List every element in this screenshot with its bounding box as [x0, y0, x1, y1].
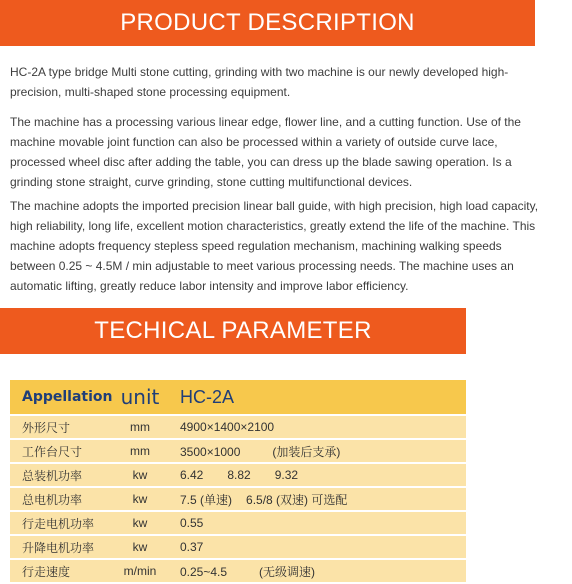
row-value-note: (加装后支承) — [272, 444, 341, 459]
row-value — [166, 440, 466, 462]
row-value-1: 7.5 (单速) — [180, 492, 233, 507]
table-row — [10, 536, 466, 558]
description-paragraph-3: The machine adopts the imported precision linear ball guide, with high precision, high load capacity, high reliability, long life, excellent motion characteristics, greatly extend the life of the machine. This machine adopts frequency stepless speed regulation mechanism, machining walking speeds between 0.25 ~ 4.5M / min adjustable to meet various processing needs. The machine uses an automatic lifting, greatly reduce labor intensity and improve labor efficiency. — [10, 199, 539, 293]
row-name: 工作台尺寸 — [10, 440, 114, 462]
parameter-table — [10, 378, 466, 584]
description-paragraph-1: HC-2A type bridge Multi stone cutting, grinding with two machine is our newly developed high-precision, multi-shaped stone processing equipment. — [10, 65, 509, 99]
table-row — [10, 488, 466, 510]
row-value-note: (无级调速) — [259, 564, 316, 579]
row-unit: mm — [114, 416, 166, 438]
row-value-2: 8.82 — [227, 468, 251, 482]
row-value — [166, 560, 466, 582]
row-value-main: 3500×1000 — [180, 444, 241, 459]
row-name: 总电机功率 — [10, 488, 114, 510]
table-row — [10, 440, 466, 462]
row-unit: mm — [114, 440, 166, 462]
row-unit: kw — [114, 512, 166, 534]
technical-parameter-title: TECHICAL PARAMETER — [94, 317, 372, 344]
row-value-1: 6.42 — [180, 468, 204, 482]
row-value-3: 9.32 — [274, 468, 299, 482]
row-name: 总装机功率 — [10, 464, 114, 486]
row-unit: m/min — [114, 560, 166, 582]
product-description-banner — [0, 0, 535, 46]
product-description-title: PRODUCT DESCRIPTION — [120, 9, 415, 36]
row-unit: kw — [114, 464, 166, 486]
technical-parameter-banner — [0, 308, 466, 354]
row-unit: kw — [114, 536, 166, 558]
header-appellation: Appellation — [10, 380, 114, 414]
description-paragraph-2: The machine has a processing various linear edge, flower line, and a cutting function. Use of the machine movable joint function can also be processed within a variety of outside curve lace, processed wheel disc after adding the table, you can dress up the blade sawing operation. Is a grinding stone straight, curve grinding, stone cutting multifunctional devices. — [10, 115, 521, 189]
row-name: 行走速度 — [10, 560, 114, 582]
row-value — [166, 464, 466, 486]
row-name: 升降电机功率 — [10, 536, 114, 558]
table-row — [10, 416, 466, 438]
row-unit: kw — [114, 488, 166, 510]
row-value: 0.55 — [166, 512, 466, 534]
table-row — [10, 560, 466, 582]
row-name: 行走电机功率 — [10, 512, 114, 534]
row-value: 0.37 — [166, 536, 466, 558]
table-header-row — [10, 380, 466, 414]
table-row — [10, 464, 466, 486]
row-value-main: 0.25~4.5 — [180, 564, 228, 579]
header-model: HC-2A — [166, 380, 466, 414]
row-name: 外形尺寸 — [10, 416, 114, 438]
row-value-2: 6.5/8 (双速) 可选配 — [246, 492, 348, 507]
table-row — [10, 512, 466, 534]
header-unit: unit — [114, 380, 166, 414]
row-value — [166, 488, 466, 510]
row-value: 4900×1400×2100 — [166, 416, 466, 438]
